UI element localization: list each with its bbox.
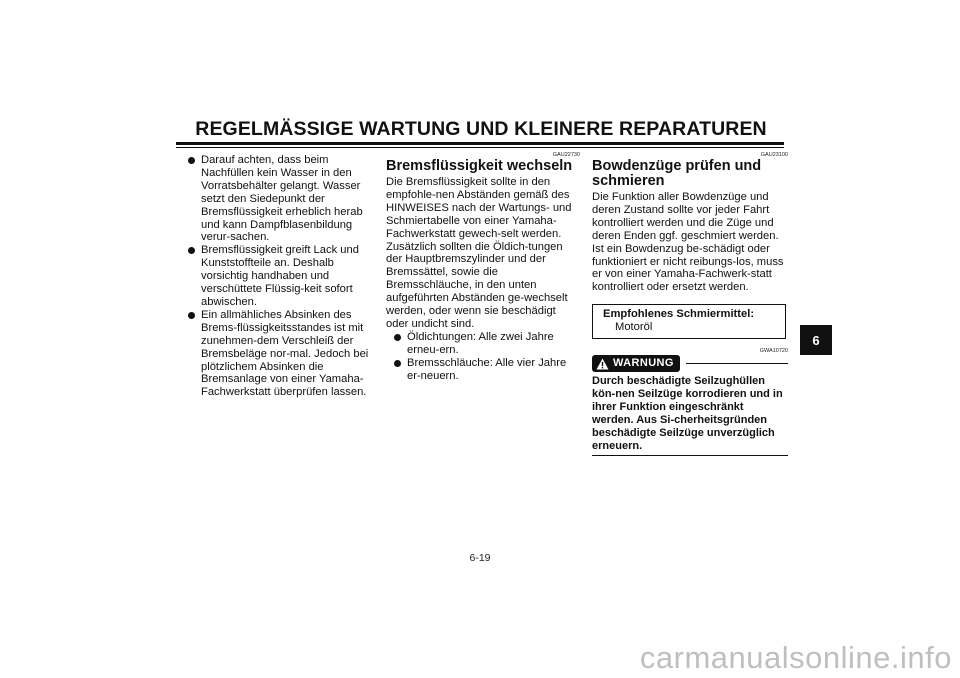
lubricant-box bbox=[592, 304, 786, 339]
list-item: Öldichtungen: Alle zwei Jahre erneu-ern. bbox=[394, 331, 580, 357]
page-title: REGELMÄSSIGE WARTUNG UND KLEINERE REPARATUREN bbox=[195, 118, 767, 140]
warning-rule bbox=[686, 363, 788, 364]
page-number: 6-19 bbox=[469, 552, 491, 564]
list-item: Ein allmähliches Absinken des Brems-flüssigkeitsstandes ist mit zunehmen-dem Verschleiß der Bremsbeläge nor-mal. Jedoch bei plötzlichem Absinken die Bremsanlage von einer Yamaha-Fachwerkstatt überprüfen lassen. bbox=[188, 309, 374, 399]
list-item: Bremsschläuche: Alle vier Jahre er-neuern. bbox=[394, 357, 580, 383]
watermark: carmanualsonline.info bbox=[639, 640, 952, 675]
list-item: Darauf achten, dass beim Nachfüllen kein Wasser in den Vorratsbehälter gelangt. Wasser setzt den Siedepunkt der Bremsflüssigkeit erheblich herab und kann Dampfblasenbildung verur-sachen. bbox=[188, 154, 374, 244]
warning-triangle-icon bbox=[596, 358, 609, 370]
header-rule-thin bbox=[176, 147, 784, 148]
chapter-tab: 6 bbox=[800, 325, 832, 355]
column-right bbox=[592, 152, 788, 456]
warning-label: WARNUNG bbox=[613, 357, 674, 370]
lubricant-label: Empfohlenes Schmiermittel: bbox=[603, 308, 755, 321]
column-middle bbox=[386, 152, 580, 383]
body-text: Die Funktion aller Bowdenzüge und deren Zustand sollte vor jeder Fahrt kontrolliert werden und die Züge und deren Enden ggf. geschmiert werden. Ist ein Bowdenzug be-schädigt oder funktioniert er nicht reibungs-los, muss er von einer Yamaha-Fachwerk-statt kontrolliert oder ersetzt werden. bbox=[592, 191, 784, 294]
section-code: GAU23100 bbox=[760, 152, 788, 158]
list-item: Bremsflüssigkeit greift Lack und Kunststoffteile an. Deshalb vorsichtig handhaben und verschüttete Flüssig-keit sofort abwischen. bbox=[188, 244, 374, 309]
section-title: Bremsflüssigkeit wechseln bbox=[386, 158, 573, 174]
warning-code: GWA10720 bbox=[759, 348, 788, 355]
warning-rule-bottom bbox=[592, 455, 788, 456]
body-text: Die Bremsflüssigkeit sollte in den empfohle-nen Abständen gemäß des HINWEISES nach der Wartungs- und Schmiertabelle von einer Yamaha-Fachwerkstatt gewech-selt werden. Zusätzlich sollten die Öldich-tungen der Hauptbremszylinder und der Bremssättel, sowie die Bremsschläuche, in den unten aufgeführten Abständen ge-wechselt werden, oder wenn sie beschädigt oder undicht sind. bbox=[386, 176, 572, 330]
section-code: GAU22730 bbox=[552, 152, 580, 158]
warning-badge bbox=[592, 355, 680, 372]
bullet-list bbox=[394, 331, 580, 383]
header-rule bbox=[176, 142, 784, 145]
lubricant-value: Motoröl bbox=[615, 321, 653, 334]
section-title: Bowdenzüge prüfen und schmieren bbox=[592, 158, 762, 189]
bullet-list bbox=[188, 154, 374, 399]
warning-text: Durch beschädigte Seilzughüllen kön-nen Seilzüge korrodieren und in ihrer Funktion eingeschränkt werden. Aus Si-cherheitsgründen beschädigte Seilzüge unverzüglich erneuern. bbox=[592, 375, 783, 452]
column-left bbox=[188, 154, 374, 399]
warning-header bbox=[592, 355, 788, 372]
